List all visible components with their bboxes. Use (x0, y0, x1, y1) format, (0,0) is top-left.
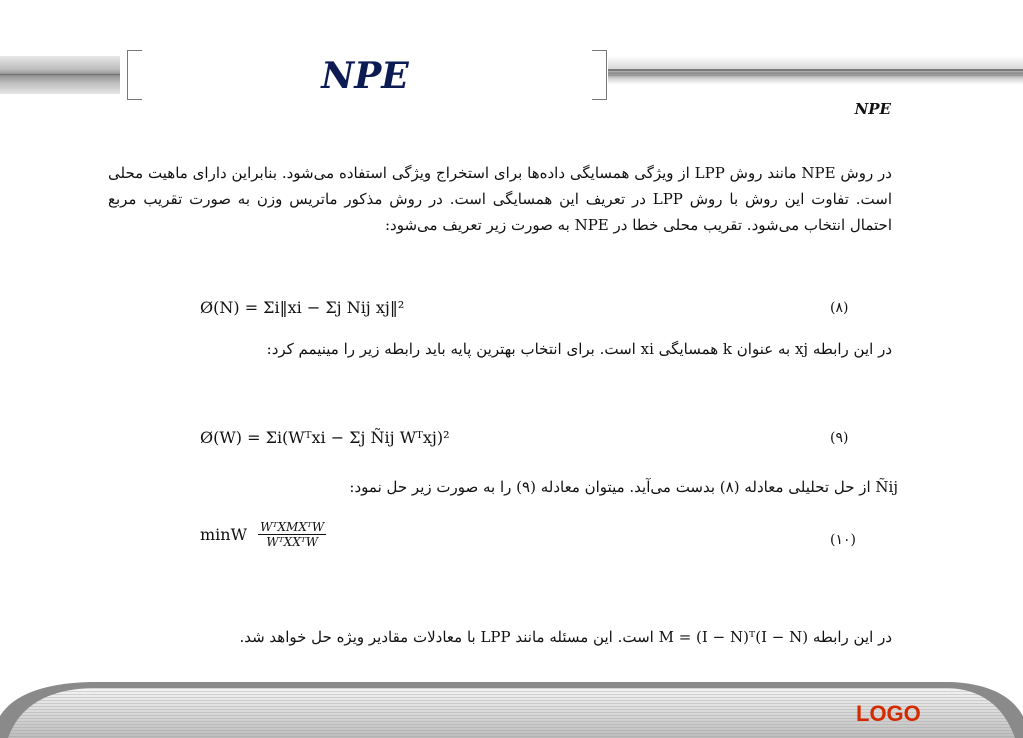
slide-title: NPE (321, 55, 409, 97)
logo: LOGO (856, 701, 921, 726)
equation-10-number: (۱۰) (830, 532, 856, 548)
paragraph-2: در این رابطه xj به عنوان k همسایگی xi است. برای انتخاب بهترین پایه باید رابطه زیر را مینیمم کرد: (266, 340, 892, 358)
paragraph-4: در این رابطه M = (I − N)ᵀ(I − N) است. این مسئله مانند LPP با معادلات مقادیر ویژه حل خواهد شد. (239, 628, 892, 646)
equation-8: Ø(N) = Σi‖xi − Σj Nij xj‖² (200, 298, 405, 317)
header-bar-right (608, 56, 1023, 94)
paragraph-1: در روش NPE مانند روش LPP از ویژگی همسایگی داده‌ها برای استخراج ویژگی استفاده می‌شود. بنابراین دارای ماهیت محلی است. تفاوت این روش با روش LPP در تعریف این همسایگی است. در روش مذکور ماتریس وزن به صورت تقریب مربع احتمال انتخاب می‌شود. تقریب محلی خطا در NPE به صورت زیر تعریف می‌شود: (108, 164, 893, 234)
equation-8-number: (۸) (830, 300, 849, 316)
header-bar-left (0, 56, 120, 94)
title-bracket-right (592, 50, 607, 100)
title-bracket-left (127, 50, 142, 100)
equation-10 (200, 520, 326, 549)
equation-10-denominator: WᵀXXᵀW (266, 535, 319, 549)
section-heading: NPE (854, 100, 891, 118)
equation-9: Ø(W) = Σi(Wᵀxi − Σj Ñij Wᵀxj)² (200, 428, 450, 447)
paragraph-3: Ñij از حل تحلیلی معادله (۸) بدست می‌آید. میتوان معادله (۹) را به صورت زیر حل نمود: (349, 478, 898, 496)
equation-9-number: (۹) (830, 430, 849, 446)
equation-10-prefix: minW (200, 525, 248, 544)
equation-10-numerator: WᵀXMXᵀW (260, 520, 325, 534)
